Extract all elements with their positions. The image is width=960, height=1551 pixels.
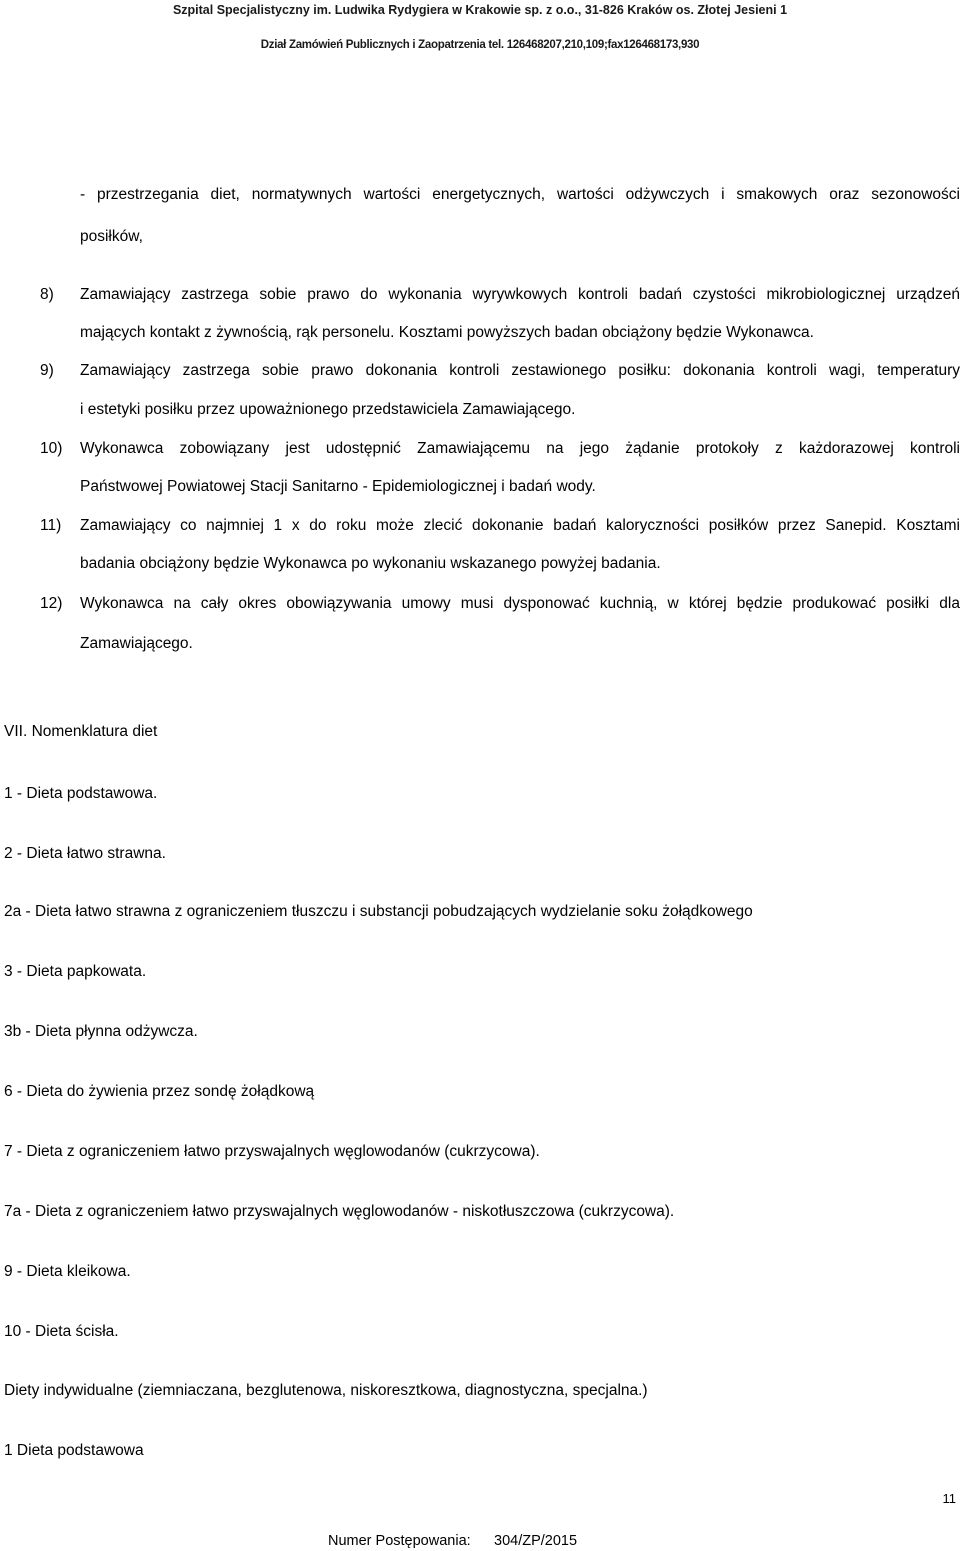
header-department: Dział Zamówień Publicznych i Zaopatrzenia tel. 126468207,210,109;fax126468173,930 — [260, 39, 700, 51]
item-text-line1: Wykonawca na cały okres obowiązywania umowy musi dysponować kuchnią, w której będzie produkować posiłki dla — [80, 595, 960, 612]
item-text-line1: Wykonawca zobowiązany jest udostępnić Zamawiającemu na jego żądanie protokoły z każdorazowej kontroli — [80, 440, 960, 457]
item-text-line2: Państwowej Powiatowej Stacji Sanitarno - Epidemiologicznej i badań wody. — [80, 478, 596, 495]
diet-item: 7a - Dieta z ograniczeniem łatwo przyswajalnych węglowodanów - niskotłuszczowa (cukrzycowa). — [4, 1203, 675, 1220]
item-text-line2: i estetyki posiłku przez upoważnionego przedstawiciela Zamawiającego. — [80, 401, 576, 418]
item-number: 12) — [40, 595, 63, 612]
diet-heading: 1 Dieta podstawowa — [4, 1442, 144, 1459]
individual-diets: Diety indywidualne (ziemniaczana, bezglutenowa, niskoresztkowa, diagnostyczna, specjalna.) — [4, 1382, 648, 1399]
item-number: 10) — [40, 440, 63, 457]
diet-item: 3b - Dieta płynna odżywcza. — [4, 1023, 198, 1040]
procedure-label: Numer Postępowania: — [328, 1533, 471, 1549]
intro-line-2: posiłków, — [80, 228, 143, 245]
diet-item: 7 - Dieta z ograniczeniem łatwo przyswajalnych węglowodanów (cukrzycowa). — [4, 1143, 540, 1160]
item-text-line1: Zamawiający zastrzega sobie prawo dokonania kontroli zestawionego posiłku: dokonania kontroli wagi, temperatury — [80, 362, 960, 379]
footer-procedure — [328, 1533, 578, 1549]
item-text-line1: Zamawiający zastrzega sobie prawo do wykonania wyrywkowych kontroli badań czystości mikrobiologicznej urządzeń — [80, 286, 960, 303]
item-text-line2: mających kontakt z żywnością, rąk personelu. Kosztami powyższych badan obciążony będzie Wykonawca. — [80, 324, 814, 341]
diet-item: 9 - Dieta kleikowa. — [4, 1263, 131, 1280]
diet-item: 6 - Dieta do żywienia przez sondę żołądkową — [4, 1083, 315, 1100]
item-number: 9) — [40, 362, 54, 379]
diet-item: 3 - Dieta papkowata. — [4, 963, 147, 980]
diet-item: 2a - Dieta łatwo strawna z ograniczeniem tłuszczu i substancji pobudzających wydzielanie soku żołądkowego — [4, 903, 753, 920]
item-number: 11) — [40, 517, 62, 534]
section-title: VII. Nomenklatura diet — [4, 723, 158, 740]
item-number: 8) — [40, 286, 54, 303]
diet-item: 2 - Dieta łatwo strawna. — [4, 845, 166, 862]
diet-item: 1 - Dieta podstawowa. — [4, 785, 158, 802]
intro-line-1: - przestrzegania diet, normatywnych wartości energetycznych, wartości odżywczych i smakowych oraz sezonowości — [80, 186, 960, 203]
item-text-line1: Zamawiający co najmniej 1 x do roku może zlecić dokonanie badań kaloryczności posiłków przez Sanepid. Kosztami — [80, 517, 960, 534]
item-text-line2: Zamawiającego. — [80, 635, 193, 652]
diet-item: 10 - Dieta ścisła. — [4, 1323, 119, 1340]
procedure-number: 304/ZP/2015 — [494, 1533, 578, 1549]
item-text-line2: badania obciążony będzie Wykonawca po wykonaniu wskazanego powyżej badania. — [80, 555, 661, 572]
page-number: 11 — [942, 1491, 956, 1506]
header-address: Szpital Specjalistyczny im. Ludwika Rydygiera w Krakowie sp. z o.o., 31-826 Kraków os. Złotej Jesieni 1 — [172, 3, 788, 17]
